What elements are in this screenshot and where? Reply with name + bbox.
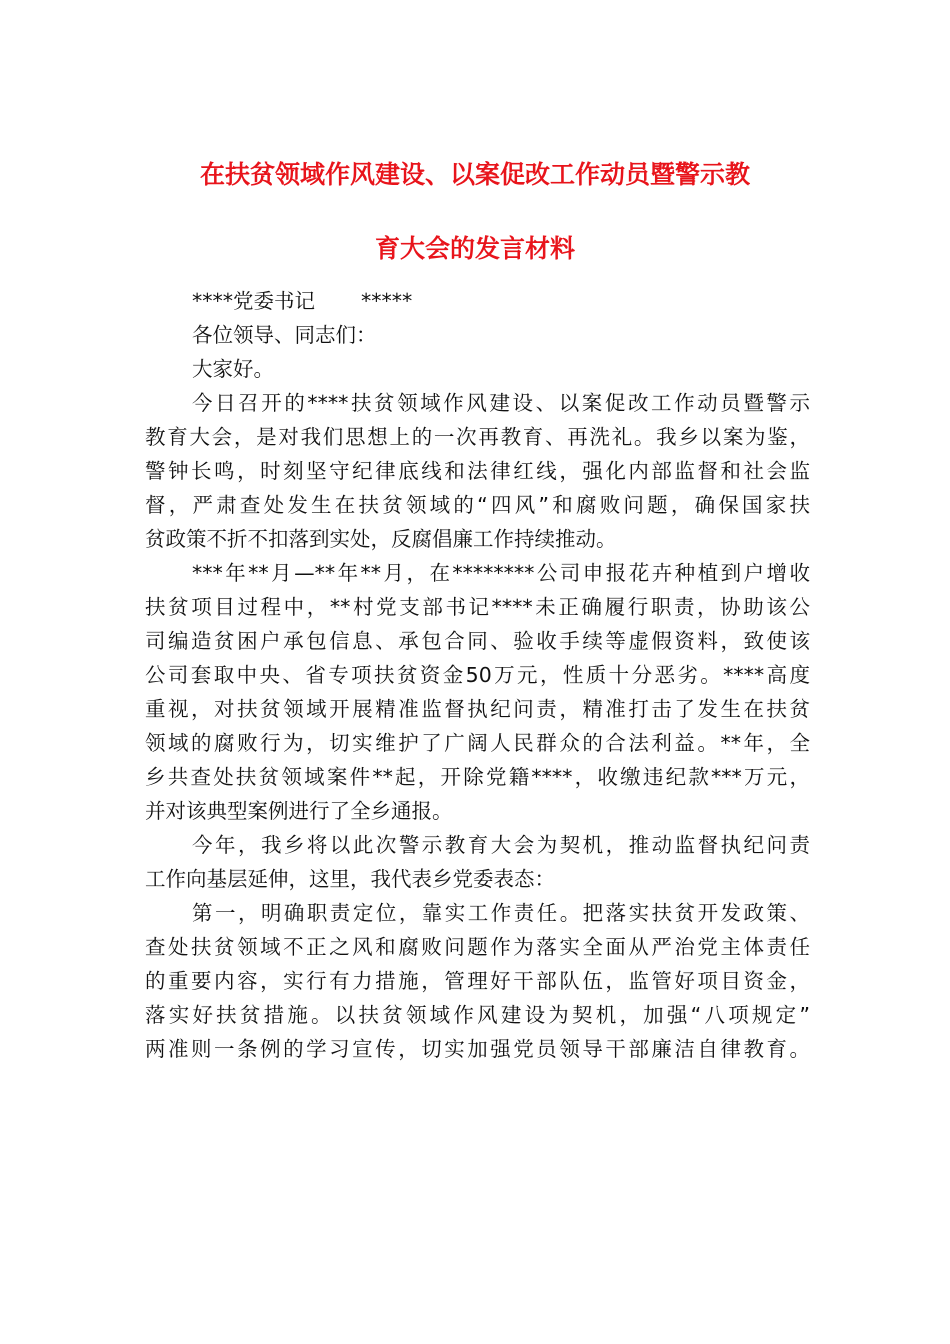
text-line: 各位领导、同志们： <box>192 323 377 347</box>
text-line: 乡共查处扶贫领域案件**起，开除党籍****，收缴违纪款***万元， <box>145 765 810 789</box>
text-line: 今日召开的****扶贫领域作风建设、以案促改工作动员暨警示 <box>192 391 810 415</box>
author-line <box>145 284 810 318</box>
text-line: 第一，明确职责定位，靠实工作责任。把落实扶贫开发政策、 <box>192 901 810 925</box>
text-line: 落实好扶贫措施。以扶贫领域作风建设为契机，加强“八项规定” <box>145 1003 810 1027</box>
text-line: 扶贫项目过程中，**村党支部书记****未正确履行职责，协助该公 <box>145 595 810 619</box>
text-line: 司编造贫困户承包信息、承包合同、验收手续等虚假资料，致使该 <box>145 629 810 653</box>
text-line: 的重要内容，实行有力措施，管理好干部队伍，监管好项目资金， <box>145 969 810 993</box>
text-line: 查处扶贫领域不正之风和腐败问题作为落实全面从严治党主体责任 <box>145 935 810 959</box>
document-title-line-2: 育大会的发言材料 <box>374 234 575 263</box>
text-line: 并对该典型案例进行了全乡通报。 <box>145 799 453 823</box>
text-line: ***年**月—**年**月，在********公司申报花卉种植到户增收 <box>192 561 810 585</box>
text-line: 大家好。 <box>192 357 274 381</box>
paragraph-lines <box>145 318 810 1066</box>
author-name: ***** <box>361 289 413 313</box>
text-line: 警钟长鸣，时刻坚守纪律底线和法律红线，强化内部监督和社会监 <box>145 459 810 483</box>
text-line: 教育大会，是对我们思想上的一次再教育、再洗礼。我乡以案为鉴， <box>145 425 810 449</box>
text-line: 今年，我乡将以此次警示教育大会为契机，推动监督执纪问责 <box>192 833 810 857</box>
text-line: 工作向基层延伸，这里，我代表乡党委表态： <box>145 867 555 891</box>
author-role: ****党委书记 <box>192 289 315 313</box>
text-line: 两准则一条例的学习宣传，切实加强党员领导干部廉洁自律教育。 <box>145 1037 810 1061</box>
document-body <box>145 284 810 1066</box>
text-line: 领域的腐败行为，切实维护了广阔人民群众的合法利益。**年，全 <box>145 731 810 755</box>
text-line: 重视，对扶贫领域开展精准监督执纪问责，精准打击了发生在扶贫 <box>145 697 810 721</box>
text-line: 督，严肃查处发生在扶贫领域的“四风”和腐败问题，确保国家扶 <box>145 493 810 517</box>
document-title-line-1: 在扶贫领域作风建设、以案促改工作动员暨警示教 <box>199 160 750 189</box>
text-line: 公司套取中央、省专项扶贫资金50万元，性质十分恶劣。****高度 <box>145 663 810 687</box>
text-line: 贫政策不折不扣落到实处，反腐倡廉工作持续推动。 <box>145 527 617 551</box>
